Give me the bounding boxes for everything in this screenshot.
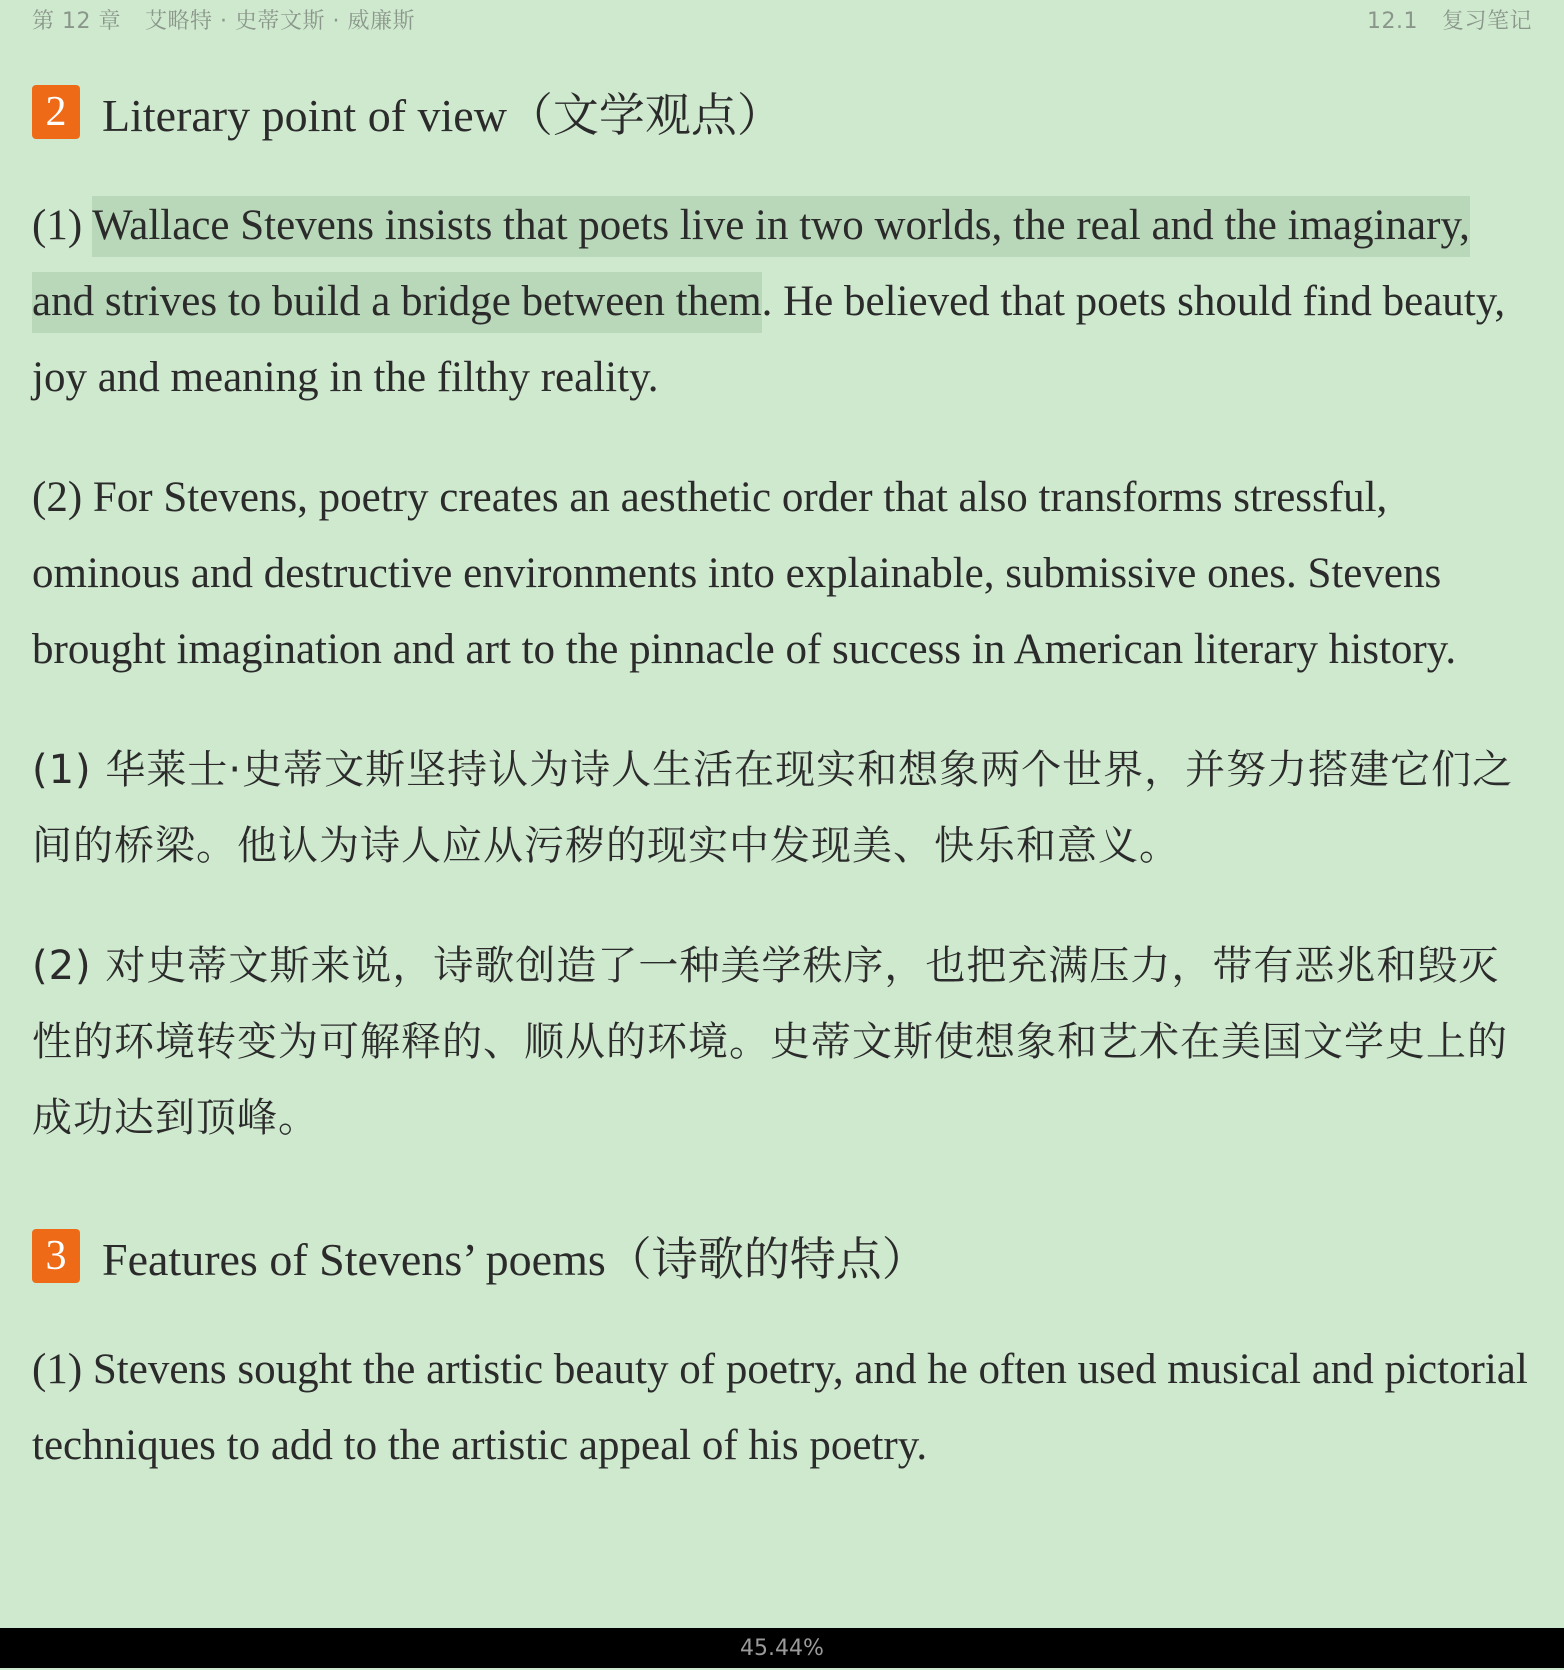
section-heading-title: Features of Stevens’ poems（诗歌的特点） — [102, 1234, 928, 1285]
running-header-left — [32, 4, 415, 35]
section-heading-features — [32, 1220, 1532, 1292]
paragraph-text: . He believed that poets should find beauty, joy and meaning in the filthy reality. — [32, 278, 1506, 401]
section-number: 12.1 — [1367, 9, 1418, 34]
section-title: 复习笔记 — [1441, 9, 1532, 34]
section-heading-literary-point-of-view — [32, 76, 1532, 148]
paragraph-en-2[interactable]: (2) For Stevens, poetry creates an aesthetic order that also transforms stressful, ominous and destructive environments into explainable, submissive ones. Stevens brought imagination and art to the pinnacle of success in American literary history. — [32, 474, 1457, 673]
paragraph-zh-2[interactable]: (2) 对史蒂文斯来说，诗歌创造了一种美学秩序，也把充满压力，带有恶兆和毁灭性的环境转变为可解释的、顺从的环境。史蒂文斯使想象和艺术在美国文学史上的成功达到顶峰。 — [32, 943, 1508, 1141]
paragraph-en-3[interactable]: (1) Stevens sought the artistic beauty of poetry, and he often used musical and pictorial techniques to add to the artistic appeal of his poetry. — [32, 1346, 1528, 1469]
reading-progress-percent: 45.44% — [740, 1636, 824, 1661]
section-number-badge: 3 — [32, 1229, 80, 1283]
paragraph-en-1[interactable] — [32, 188, 1532, 416]
paragraph-prefix: (1) — [32, 202, 93, 249]
section-heading-title: Literary point of view（文学观点） — [102, 90, 783, 141]
reading-content — [32, 76, 1532, 1484]
reading-progress-bar — [0, 1628, 1564, 1668]
chapter-label: 第 12 章 — [32, 9, 121, 34]
paragraph-zh-1[interactable]: (1) 华莱士·史蒂文斯坚持认为诗人生活在现实和想象两个世界，并努力搭建它们之间的桥梁。他认为诗人应从污秽的现实中发现美、快乐和意义。 — [32, 747, 1514, 869]
chapter-title: 艾略特 · 史蒂文斯 · 威廉斯 — [144, 9, 415, 34]
section-number-badge: 2 — [32, 85, 80, 139]
highlighted-text[interactable]: Wallace Stevens insists that poets live in two worlds, the real and the imaginary, and strives to build a bridge between them — [32, 196, 1470, 333]
running-header-right — [1367, 4, 1532, 35]
running-header — [32, 4, 1532, 40]
